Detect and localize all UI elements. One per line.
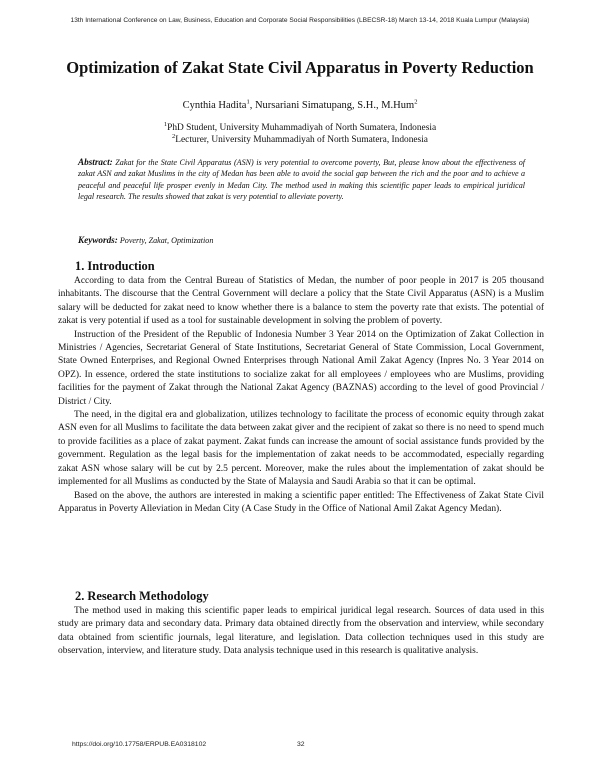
methodology-body <box>58 605 544 659</box>
author-2-affiliation-mark: 2 <box>414 98 418 106</box>
section-heading-introduction: 1. Introduction <box>75 259 155 273</box>
paragraph: According to data from the Central Bureau of Statistics of Medan, the number of poor people in 2017 is 205 thousand inhabitants. The discourse that the Central Government will declare a policy that the State Civil Apparatus (ASN) is a Muslim salary will be deducted for zakat need to know whether there is a balance to stem the poverty rate that exists. The potential of zakat is very potential if used as a tool for sustainable development in solving the problem of poverty. <box>58 276 544 327</box>
affiliation-1-text: PhD Student, University Muhammadiyah of North Sumatera, Indonesia <box>167 123 437 133</box>
introduction-body <box>58 275 544 516</box>
section-heading-research-methodology: 2. Research Methodology <box>75 589 209 603</box>
paragraph: The method used in making this scientific paper leads to empirical juridical legal research. Sources of data used in this study are primary data and secondary data. Primary data obtained directly from the observation and interview, while secondary data obtained from scientific journals, legal literature, and legislation. Data collection techniques used in this study are observation, interview, and literature study. Data analysis technique used in this research is qualitative analysis. <box>58 606 544 657</box>
author-1: Cynthia Hadita <box>182 100 247 111</box>
running-header: 13th International Conference on Law, Business, Education and Corporate Social Responsibilities (LBECSR-18) March 13-14, 2018 Kuala Lumpur (Malaysia) <box>70 17 530 24</box>
footer-doi-link[interactable]: https://doi.org/10.17758/ERPUB.EA0318102 <box>72 741 207 748</box>
author-separator: , <box>249 100 255 111</box>
author-1-affiliation-mark: 1 <box>246 98 250 106</box>
affiliation-2-text: Lecturer, University Muhammadiyah of North Sumatera, Indonesia <box>175 135 428 145</box>
affiliation-1 <box>0 120 600 133</box>
author-line <box>0 100 600 111</box>
keywords-label: Keywords: <box>78 235 118 245</box>
affiliation-2 <box>0 132 600 145</box>
affiliation-1-mark: 1 <box>163 120 168 128</box>
author-2: Nursariani Simatupang, S.H., M.Hum <box>254 100 415 111</box>
abstract <box>78 157 525 203</box>
paragraph: Instruction of the President of the Republic of Indonesia Number 3 Year 2014 on the Optimization of Zakat Collection in Ministries / Agencies, Secretariat General of State Institutions, Secretariat General of State Commission, Local Government, State Owned Enterprises, and Regional Owned Enterprises through National Amil Zakat Agency (Inpres No. 3 Year 2014 on OPZ). In essence, ordered the state institutions to socialize zakat for all employees / employees who are Muslims, providing facilities for the payment of Zakat through the National Zakat Agency (BAZNAS) according to the level of good Provincial / District / City. <box>58 329 544 407</box>
abstract-text: Zakat for the State Civil Apparatus (ASN) is very potential to overcome poverty, But, please know about the effectiveness of zakat ASN and zakat Muslims in the city of Medan has been able to avoid the social gap between the rich and the poor and to achieve a peaceful and peaceful life prosper evenly in Medan City. The method used in making this scientific paper leads to empirical juridical legal research. The results showed that zakat is very potential to alleviate poverty. <box>78 158 526 202</box>
abstract-label: Abstract: <box>78 157 113 167</box>
paragraph: Based on the above, the authors are interested in making a scientific paper entitled: The Effectiveness of Zakat State Civil Apparatus in Poverty Alleviation in Medan City (A Case Study in the Office of National Amil Zakat Agency Medan). <box>58 490 544 514</box>
paper-title: Optimization of Zakat State Civil Apparatus in Poverty Reduction <box>66 58 534 77</box>
keywords-text: Poverty, Zakat, Optimization <box>119 236 214 245</box>
paragraph: The need, in the digital era and globalization, utilizes technology to facilitate the process of economic equity through zakat ASN even for all Muslims to facilitate the data between zakat giver and the recipient of zakat so there is no need to spend much to provide facilities as a place of zakat payment. Zakat funds can increase the amount of social assistance funds provided by the government. Regulation as the legal basis for the implementation of zakat needs to be accommodated, especially regarding zakat ASN whose salary will be cut by 2.5 percent. Moreover, make the rules about the implementation of zakat should be implemented for all Muslims as conducted by the State of Malaysia and Saudi Arabia so that it can be optimal. <box>58 410 544 488</box>
affiliation-2-mark: 2 <box>172 132 176 140</box>
page-number: 32 <box>297 741 305 748</box>
keywords <box>78 235 525 245</box>
